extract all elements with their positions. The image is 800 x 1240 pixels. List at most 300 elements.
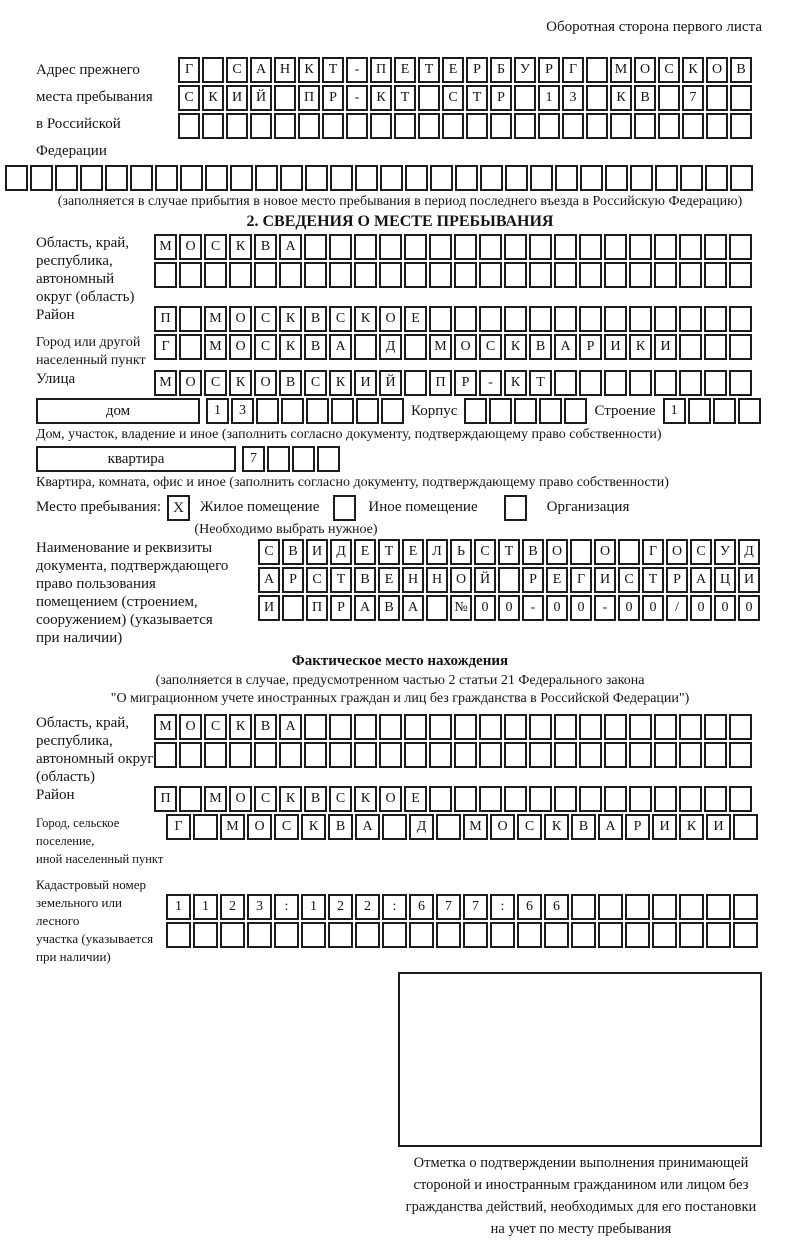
char-cell[interactable] — [404, 334, 427, 360]
char-cell[interactable] — [554, 370, 577, 396]
char-cell[interactable] — [529, 234, 552, 260]
char-cell[interactable] — [404, 370, 427, 396]
char-cell[interactable]: В — [254, 714, 277, 740]
char-cell[interactable]: О — [594, 539, 616, 565]
char-cell[interactable] — [654, 370, 677, 396]
char-cell[interactable]: П — [154, 786, 177, 812]
char-cell[interactable]: И — [258, 595, 280, 621]
char-cell[interactable] — [382, 922, 407, 948]
char-cell[interactable]: Г — [154, 334, 177, 360]
char-cell[interactable]: А — [258, 567, 280, 593]
char-cell[interactable]: И — [652, 814, 677, 840]
char-cell[interactable]: С — [618, 567, 640, 593]
char-cell[interactable]: К — [504, 334, 527, 360]
char-cell[interactable] — [654, 786, 677, 812]
char-cell[interactable]: С — [258, 539, 280, 565]
char-cell[interactable]: К — [279, 334, 302, 360]
checkbox-residential[interactable]: X — [167, 495, 190, 521]
char-cell[interactable]: / — [666, 595, 688, 621]
char-cell[interactable] — [629, 262, 652, 288]
char-cell[interactable] — [204, 742, 227, 768]
char-cell[interactable] — [455, 165, 478, 191]
char-cell[interactable]: П — [370, 57, 392, 83]
char-cell[interactable] — [706, 894, 731, 920]
char-cell[interactable] — [529, 742, 552, 768]
char-cell[interactable]: С — [304, 370, 327, 396]
char-cell[interactable] — [580, 165, 603, 191]
char-cell[interactable] — [204, 262, 227, 288]
char-cell[interactable] — [579, 234, 602, 260]
char-cell[interactable] — [604, 786, 627, 812]
char-cell[interactable] — [562, 113, 584, 139]
char-cell[interactable] — [105, 165, 128, 191]
char-cell[interactable] — [529, 262, 552, 288]
char-cell[interactable]: 0 — [738, 595, 760, 621]
char-cell[interactable] — [202, 57, 224, 83]
char-cell[interactable]: И — [594, 567, 616, 593]
char-cell[interactable] — [654, 234, 677, 260]
char-cell[interactable]: О — [229, 786, 252, 812]
char-cell[interactable]: М — [204, 334, 227, 360]
char-cell[interactable] — [479, 262, 502, 288]
char-cell[interactable] — [279, 742, 302, 768]
char-cell[interactable]: Е — [404, 786, 427, 812]
char-cell[interactable] — [706, 85, 728, 111]
char-cell[interactable] — [354, 234, 377, 260]
char-cell[interactable] — [706, 113, 728, 139]
char-cell[interactable]: 0 — [570, 595, 592, 621]
char-cell[interactable]: Е — [404, 306, 427, 332]
char-cell[interactable]: С — [254, 786, 277, 812]
char-cell[interactable] — [436, 922, 461, 948]
char-cell[interactable] — [430, 165, 453, 191]
char-cell[interactable] — [733, 894, 758, 920]
char-cell[interactable] — [604, 306, 627, 332]
char-cell[interactable] — [704, 786, 727, 812]
char-cell[interactable] — [298, 113, 320, 139]
char-cell[interactable] — [679, 334, 702, 360]
char-cell[interactable] — [679, 234, 702, 260]
char-cell[interactable] — [489, 398, 512, 424]
char-cell[interactable]: Р — [522, 567, 544, 593]
char-cell[interactable] — [178, 113, 200, 139]
char-cell[interactable]: 0 — [618, 595, 640, 621]
char-cell[interactable]: С — [442, 85, 464, 111]
char-cell[interactable]: Г — [166, 814, 191, 840]
char-cell[interactable]: : — [490, 894, 515, 920]
char-cell[interactable] — [729, 742, 752, 768]
char-cell[interactable] — [538, 113, 560, 139]
char-cell[interactable]: 1 — [193, 894, 218, 920]
char-cell[interactable]: К — [229, 370, 252, 396]
char-cell[interactable] — [202, 113, 224, 139]
char-cell[interactable]: П — [154, 306, 177, 332]
char-cell[interactable]: А — [279, 714, 302, 740]
char-cell[interactable]: Е — [402, 539, 424, 565]
char-cell[interactable]: О — [254, 370, 277, 396]
char-cell[interactable] — [304, 742, 327, 768]
char-cell[interactable] — [429, 306, 452, 332]
char-cell[interactable] — [586, 85, 608, 111]
char-cell[interactable]: - — [594, 595, 616, 621]
char-cell[interactable] — [586, 113, 608, 139]
char-cell[interactable] — [654, 714, 677, 740]
char-cell[interactable] — [306, 398, 329, 424]
char-cell[interactable]: В — [529, 334, 552, 360]
char-cell[interactable] — [654, 742, 677, 768]
char-cell[interactable]: С — [517, 814, 542, 840]
char-cell[interactable] — [220, 922, 245, 948]
char-cell[interactable]: 3 — [562, 85, 584, 111]
char-cell[interactable]: 1 — [166, 894, 191, 920]
char-cell[interactable]: А — [690, 567, 712, 593]
char-cell[interactable] — [579, 786, 602, 812]
char-cell[interactable]: 0 — [642, 595, 664, 621]
char-cell[interactable]: Р — [322, 85, 344, 111]
char-cell[interactable] — [729, 786, 752, 812]
char-cell[interactable]: Т — [466, 85, 488, 111]
char-cell[interactable] — [625, 894, 650, 920]
char-cell[interactable]: И — [306, 539, 328, 565]
char-cell[interactable] — [301, 922, 326, 948]
char-cell[interactable] — [370, 113, 392, 139]
char-cell[interactable] — [654, 306, 677, 332]
char-cell[interactable] — [426, 595, 448, 621]
char-cell[interactable] — [436, 814, 461, 840]
char-cell[interactable] — [604, 714, 627, 740]
char-cell[interactable]: А — [279, 234, 302, 260]
char-cell[interactable] — [704, 714, 727, 740]
char-cell[interactable] — [604, 742, 627, 768]
char-cell[interactable]: М — [204, 786, 227, 812]
char-cell[interactable]: Г — [178, 57, 200, 83]
char-cell[interactable] — [479, 742, 502, 768]
char-cell[interactable] — [579, 262, 602, 288]
char-cell[interactable]: 7 — [682, 85, 704, 111]
checkbox-organization[interactable] — [504, 495, 527, 521]
char-cell[interactable] — [629, 306, 652, 332]
char-cell[interactable]: О — [634, 57, 656, 83]
char-cell[interactable] — [354, 262, 377, 288]
char-cell[interactable]: И — [738, 567, 760, 593]
char-cell[interactable] — [554, 786, 577, 812]
char-cell[interactable]: Т — [378, 539, 400, 565]
char-cell[interactable] — [479, 234, 502, 260]
char-cell[interactable]: 7 — [242, 446, 265, 472]
char-cell[interactable]: К — [229, 714, 252, 740]
char-cell[interactable] — [554, 714, 577, 740]
char-cell[interactable] — [579, 306, 602, 332]
char-cell[interactable] — [680, 165, 703, 191]
char-cell[interactable] — [355, 165, 378, 191]
char-cell[interactable] — [658, 85, 680, 111]
char-cell[interactable]: С — [306, 567, 328, 593]
char-cell[interactable]: П — [306, 595, 328, 621]
char-cell[interactable] — [598, 922, 623, 948]
char-cell[interactable] — [5, 165, 28, 191]
char-cell[interactable]: Г — [562, 57, 584, 83]
char-cell[interactable]: В — [522, 539, 544, 565]
char-cell[interactable] — [179, 262, 202, 288]
char-cell[interactable]: Ь — [450, 539, 472, 565]
char-cell[interactable]: Л — [426, 539, 448, 565]
char-cell[interactable] — [229, 742, 252, 768]
char-cell[interactable]: Р — [454, 370, 477, 396]
char-cell[interactable]: Й — [250, 85, 272, 111]
char-cell[interactable]: Р — [625, 814, 650, 840]
char-cell[interactable] — [429, 786, 452, 812]
char-cell[interactable] — [529, 786, 552, 812]
char-cell[interactable] — [529, 714, 552, 740]
char-cell[interactable]: К — [370, 85, 392, 111]
char-cell[interactable] — [738, 398, 761, 424]
char-cell[interactable]: О — [490, 814, 515, 840]
char-cell[interactable]: К — [504, 370, 527, 396]
char-cell[interactable]: М — [463, 814, 488, 840]
char-cell[interactable] — [463, 922, 488, 948]
char-cell[interactable]: О — [247, 814, 272, 840]
char-cell[interactable] — [55, 165, 78, 191]
char-cell[interactable] — [180, 165, 203, 191]
char-cell[interactable]: В — [328, 814, 353, 840]
char-cell[interactable] — [330, 165, 353, 191]
char-cell[interactable] — [130, 165, 153, 191]
char-cell[interactable] — [652, 894, 677, 920]
char-cell[interactable] — [179, 334, 202, 360]
char-cell[interactable]: А — [402, 595, 424, 621]
char-cell[interactable] — [322, 113, 344, 139]
char-cell[interactable] — [679, 370, 702, 396]
char-cell[interactable] — [250, 113, 272, 139]
char-cell[interactable] — [193, 922, 218, 948]
char-cell[interactable] — [454, 714, 477, 740]
char-cell[interactable] — [554, 742, 577, 768]
char-cell[interactable]: И — [226, 85, 248, 111]
char-cell[interactable] — [579, 714, 602, 740]
char-cell[interactable]: 6 — [409, 894, 434, 920]
char-cell[interactable]: Т — [322, 57, 344, 83]
char-cell[interactable] — [655, 165, 678, 191]
char-cell[interactable] — [658, 113, 680, 139]
char-cell[interactable] — [679, 786, 702, 812]
char-cell[interactable] — [733, 814, 758, 840]
char-cell[interactable]: С — [274, 814, 299, 840]
char-cell[interactable]: В — [279, 370, 302, 396]
char-cell[interactable] — [629, 786, 652, 812]
char-cell[interactable] — [730, 113, 752, 139]
char-cell[interactable] — [267, 446, 290, 472]
char-cell[interactable] — [604, 370, 627, 396]
char-cell[interactable] — [229, 262, 252, 288]
char-cell[interactable] — [498, 567, 520, 593]
char-cell[interactable]: М — [154, 714, 177, 740]
char-cell[interactable]: В — [304, 786, 327, 812]
char-cell[interactable]: 0 — [690, 595, 712, 621]
char-cell[interactable]: 1 — [301, 894, 326, 920]
char-cell[interactable] — [454, 262, 477, 288]
char-cell[interactable]: С — [254, 334, 277, 360]
char-cell[interactable]: О — [454, 334, 477, 360]
char-cell[interactable] — [517, 922, 542, 948]
char-cell[interactable]: 0 — [546, 595, 568, 621]
char-cell[interactable]: Е — [442, 57, 464, 83]
char-cell[interactable] — [454, 742, 477, 768]
char-cell[interactable] — [479, 714, 502, 740]
apartment-box[interactable] — [36, 446, 236, 472]
char-cell[interactable]: Б — [490, 57, 512, 83]
char-cell[interactable] — [404, 262, 427, 288]
char-cell[interactable]: Т — [642, 567, 664, 593]
char-cell[interactable] — [381, 398, 404, 424]
char-cell[interactable] — [504, 786, 527, 812]
char-cell[interactable] — [704, 306, 727, 332]
char-cell[interactable]: И — [354, 370, 377, 396]
char-cell[interactable]: 1 — [538, 85, 560, 111]
char-cell[interactable]: О — [179, 714, 202, 740]
char-cell[interactable]: М — [220, 814, 245, 840]
char-cell[interactable] — [579, 370, 602, 396]
char-cell[interactable]: С — [178, 85, 200, 111]
char-cell[interactable] — [479, 786, 502, 812]
char-cell[interactable]: У — [514, 57, 536, 83]
char-cell[interactable]: Г — [570, 567, 592, 593]
char-cell[interactable] — [705, 165, 728, 191]
char-cell[interactable] — [530, 165, 553, 191]
char-cell[interactable] — [166, 922, 191, 948]
char-cell[interactable]: С — [254, 306, 277, 332]
char-cell[interactable]: В — [282, 539, 304, 565]
char-cell[interactable]: М — [429, 334, 452, 360]
char-cell[interactable] — [354, 334, 377, 360]
char-cell[interactable]: Й — [379, 370, 402, 396]
char-cell[interactable]: Р — [579, 334, 602, 360]
char-cell[interactable]: : — [382, 894, 407, 920]
char-cell[interactable]: 1 — [206, 398, 229, 424]
char-cell[interactable] — [729, 334, 752, 360]
char-cell[interactable]: Т — [418, 57, 440, 83]
char-cell[interactable]: М — [154, 234, 177, 260]
char-cell[interactable]: О — [229, 334, 252, 360]
char-cell[interactable] — [226, 113, 248, 139]
char-cell[interactable] — [630, 165, 653, 191]
char-cell[interactable] — [490, 113, 512, 139]
char-cell[interactable]: Е — [546, 567, 568, 593]
char-cell[interactable]: Р — [330, 595, 352, 621]
char-cell[interactable] — [346, 113, 368, 139]
char-cell[interactable] — [254, 262, 277, 288]
char-cell[interactable] — [529, 306, 552, 332]
char-cell[interactable] — [704, 234, 727, 260]
char-cell[interactable]: - — [346, 85, 368, 111]
char-cell[interactable] — [304, 234, 327, 260]
char-cell[interactable] — [274, 85, 296, 111]
char-cell[interactable] — [571, 922, 596, 948]
char-cell[interactable]: Д — [409, 814, 434, 840]
char-cell[interactable]: М — [610, 57, 632, 83]
char-cell[interactable]: Е — [394, 57, 416, 83]
char-cell[interactable] — [418, 113, 440, 139]
char-cell[interactable]: С — [204, 370, 227, 396]
char-cell[interactable] — [405, 165, 428, 191]
char-cell[interactable] — [605, 165, 628, 191]
char-cell[interactable] — [382, 814, 407, 840]
char-cell[interactable] — [404, 714, 427, 740]
char-cell[interactable]: № — [450, 595, 472, 621]
char-cell[interactable] — [404, 742, 427, 768]
char-cell[interactable] — [504, 234, 527, 260]
char-cell[interactable]: О — [546, 539, 568, 565]
char-cell[interactable] — [729, 370, 752, 396]
char-cell[interactable] — [329, 714, 352, 740]
char-cell[interactable]: 6 — [517, 894, 542, 920]
char-cell[interactable]: М — [154, 370, 177, 396]
char-cell[interactable]: Н — [402, 567, 424, 593]
char-cell[interactable] — [429, 234, 452, 260]
char-cell[interactable]: О — [179, 370, 202, 396]
char-cell[interactable] — [404, 234, 427, 260]
char-cell[interactable]: О — [666, 539, 688, 565]
char-cell[interactable] — [704, 334, 727, 360]
char-cell[interactable] — [682, 113, 704, 139]
char-cell[interactable]: О — [379, 786, 402, 812]
char-cell[interactable] — [604, 234, 627, 260]
char-cell[interactable]: 3 — [247, 894, 272, 920]
char-cell[interactable] — [729, 262, 752, 288]
char-cell[interactable] — [292, 446, 315, 472]
char-cell[interactable] — [179, 742, 202, 768]
char-cell[interactable]: Н — [274, 57, 296, 83]
char-cell[interactable] — [654, 262, 677, 288]
char-cell[interactable] — [230, 165, 253, 191]
char-cell[interactable]: Й — [474, 567, 496, 593]
char-cell[interactable] — [514, 398, 537, 424]
char-cell[interactable] — [379, 742, 402, 768]
char-cell[interactable]: 2 — [328, 894, 353, 920]
char-cell[interactable] — [356, 398, 379, 424]
char-cell[interactable] — [604, 262, 627, 288]
char-cell[interactable]: В — [378, 595, 400, 621]
char-cell[interactable] — [280, 165, 303, 191]
char-cell[interactable] — [394, 113, 416, 139]
char-cell[interactable]: 0 — [474, 595, 496, 621]
char-cell[interactable] — [555, 165, 578, 191]
char-cell[interactable] — [304, 262, 327, 288]
char-cell[interactable] — [586, 57, 608, 83]
char-cell[interactable] — [514, 113, 536, 139]
char-cell[interactable] — [429, 262, 452, 288]
char-cell[interactable]: К — [679, 814, 704, 840]
char-cell[interactable] — [679, 922, 704, 948]
char-cell[interactable]: В — [254, 234, 277, 260]
char-cell[interactable]: К — [629, 334, 652, 360]
char-cell[interactable]: Е — [378, 567, 400, 593]
char-cell[interactable] — [329, 742, 352, 768]
char-cell[interactable] — [442, 113, 464, 139]
char-cell[interactable] — [329, 262, 352, 288]
char-cell[interactable]: К — [229, 234, 252, 260]
char-cell[interactable]: В — [304, 306, 327, 332]
char-cell[interactable]: О — [229, 306, 252, 332]
char-cell[interactable] — [618, 539, 640, 565]
char-cell[interactable] — [504, 262, 527, 288]
char-cell[interactable]: Р — [282, 567, 304, 593]
char-cell[interactable] — [154, 262, 177, 288]
char-cell[interactable] — [679, 262, 702, 288]
char-cell[interactable] — [479, 306, 502, 332]
char-cell[interactable] — [179, 306, 202, 332]
char-cell[interactable]: 2 — [355, 894, 380, 920]
char-cell[interactable] — [625, 922, 650, 948]
